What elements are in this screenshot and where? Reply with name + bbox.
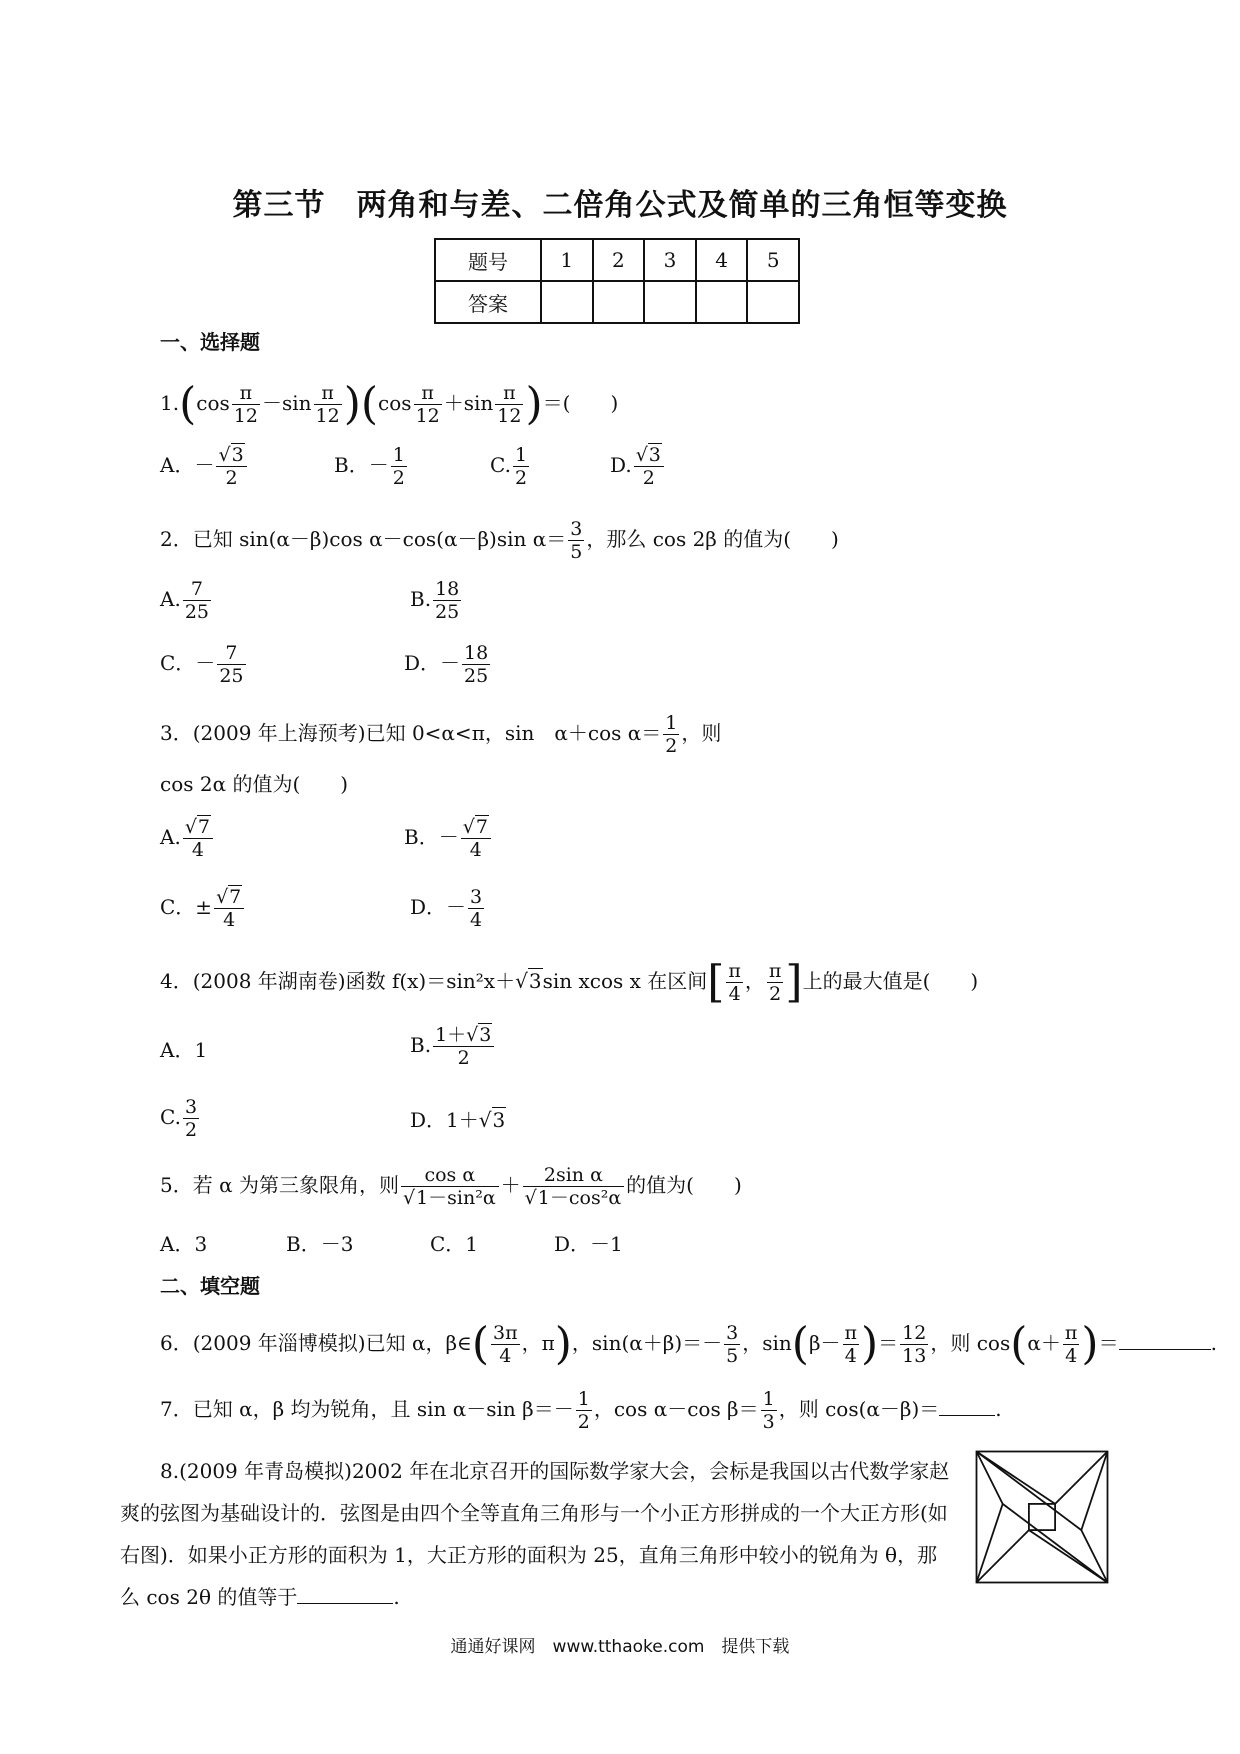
section-fill-heading: 二、填空题 [160, 1274, 260, 1298]
q3-option-d[interactable]: D．－ $\frac{3}{4}$ [410, 886, 483, 931]
fraction: $\frac{\pi}{12}$ [233, 382, 258, 427]
answer-label: 答案 [435, 281, 541, 323]
fraction: $\frac{1}{2}$ [665, 712, 678, 757]
question-1: 1.(cos $\frac{\pi}{12}$ －sin $\frac{\pi}{12}$ )(cos $\frac{\pi}{12}$ ＋sin $\frac{\pi}{12}$ )＝( ) [160, 378, 619, 430]
answer-table [434, 238, 800, 324]
triangle-side [1081, 1452, 1107, 1531]
q2-option-d[interactable]: D．－ $\frac{18}{25}$ [404, 642, 489, 687]
section-choice-heading: 一、选择题 [160, 330, 260, 354]
fraction: $\frac{\pi}{12}$ [315, 382, 340, 427]
question-number-label: 题号 [435, 239, 541, 281]
q4-option-c[interactable]: C. $\frac{3}{2}$ [160, 1096, 198, 1141]
q3-option-c[interactable]: C．± $\frac{√7}{4}$ [160, 886, 246, 931]
page-title: 第三节 两角和与差、二倍角公式及简单的三角恒等变换 [232, 188, 1008, 223]
q5-option-b[interactable]: B．－3 [286, 1232, 354, 1256]
q1-option-c[interactable]: C. $\frac{1}{2}$ [490, 444, 528, 489]
triangle-side [977, 1452, 1056, 1504]
q4-option-b[interactable]: B. $\frac{1+√3}{2}$ [410, 1024, 496, 1069]
answer-cell[interactable] [593, 281, 645, 323]
q1-option-b[interactable]: B．－ $\frac{1}{2}$ [334, 444, 405, 489]
q6-answer-blank[interactable] [1119, 1329, 1211, 1350]
q4-option-a[interactable]: A．1 [160, 1038, 208, 1062]
fraction: $\frac{\pi}{12}$ [497, 382, 522, 427]
question-number-cell: 5 [747, 239, 799, 281]
q7-answer-blank[interactable] [939, 1395, 995, 1416]
q3-option-a[interactable]: A. $\frac{√7}{4}$ [160, 816, 215, 861]
q2-option-a[interactable]: A. $\frac{7}{25}$ [160, 578, 209, 623]
question-5: 5．若 α 为第三象限角，则 $\frac{\text{cos α}}{\text{√1－sin²α}}$ ＋ $\frac{\text{2sin α}}{\text{√1－cos²α}}$ 的值为( ) [160, 1164, 742, 1209]
footer: 通通好课网 www.tthaoke.com 提供下载 [450, 1637, 790, 1657]
answer-table-answer-row [435, 281, 799, 323]
answer-cell[interactable] [644, 281, 696, 323]
q5-option-d[interactable]: D．－1 [554, 1232, 623, 1256]
q1-option-a[interactable]: A．－ $\frac{√3}{2}$ [160, 444, 249, 489]
answer-table-header-row [435, 239, 799, 281]
triangle-side [977, 1504, 1003, 1583]
question-7: 7．已知 α，β 均为锐角，且 sin α－sin β＝－ $\frac{1}{2}$ ，cos α－cos β＝ $\frac{1}{3}$ ，则 cos(α－β)＝ . [160, 1388, 1002, 1433]
q8-answer-blank[interactable] [297, 1583, 393, 1604]
q4-option-d[interactable]: D．1＋√3 [410, 1108, 506, 1132]
question-number-cell: 4 [696, 239, 748, 281]
q2-option-b[interactable]: B. $\frac{18}{25}$ [410, 578, 460, 623]
q3-option-b[interactable]: B．－ $\frac{√7}{4}$ [404, 816, 493, 861]
q1-option-d[interactable]: D. $\frac{√3}{2}$ [610, 444, 666, 489]
answer-cell[interactable] [541, 281, 593, 323]
answer-cell[interactable] [696, 281, 748, 323]
question-4: 4．(2008 年湖南卷)函数 f(x)＝sin²x＋√3sin xcos x 在区间[ $\frac{\pi}{4}$ ， $\frac{\pi}{2}$ ]上的最大值是( ) [160, 956, 979, 1008]
question-3-line-2: cos 2α 的值为( ) [160, 772, 349, 796]
question-2: 2．已知 sin(α－β)cos α－cos(α－β)sin α＝ $\frac{3}{5}$ ，那么 cos 2β 的值为( ) [160, 518, 839, 563]
q5-option-c[interactable]: C．1 [430, 1232, 479, 1256]
fraction: $\frac{3}{5}$ [570, 518, 583, 563]
question-6: 6．(2009 年淄博模拟)已知 α，β∈( $\frac{3\pi}{4}$ ，π)，sin(α＋β)＝－ $\frac{3}{5}$ ，sin(β－ $\frac{\pi}{4}$ )＝ $\frac{12}{13}$ ，则 cos(α＋ $\frac{\pi}{4}$ )＝ . [160, 1318, 1217, 1370]
question-number-cell: 1 [541, 239, 593, 281]
question-number-cell: 3 [644, 239, 696, 281]
q2-option-c[interactable]: C．－ $\frac{7}{25}$ [160, 642, 244, 687]
fraction: $\frac{\pi}{12}$ [415, 382, 440, 427]
q5-option-a[interactable]: A．3 [160, 1232, 208, 1256]
question-number-cell: 2 [593, 239, 645, 281]
zhao-shuang-diagram [975, 1450, 1109, 1584]
question-8: 8.(2009 年青岛模拟)2002 年在北京召开的国际数学家大会，会标是我国以古代数学家赵爽的弦图为基础设计的．弦图是由四个全等直角三角形与一个小正方形拼成的一个大正方形(如右图)．如果小正方形的面积为 1，大正方形的面积为 25，直角三角形中较小的锐角为 θ，那么 cos 2θ 的值等于 . [120, 1459, 950, 1609]
answer-cell[interactable] [747, 281, 799, 323]
question-3: 3．(2009 年上海预考)已知 0<α<π，sin α＋cos α＝ $\frac{1}{2}$ ，则 [160, 712, 722, 757]
triangle-side [1029, 1530, 1108, 1582]
